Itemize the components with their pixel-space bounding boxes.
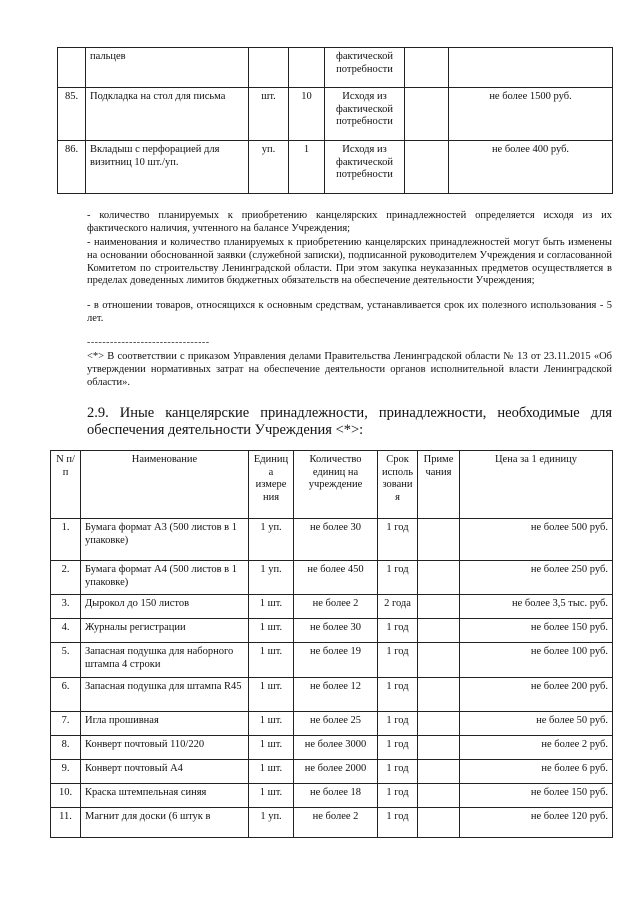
item-quantity: не более 2 bbox=[294, 808, 378, 838]
item-name: Конверт почтовый 110/220 bbox=[81, 736, 249, 760]
table-row bbox=[51, 678, 613, 712]
table-row bbox=[51, 561, 613, 595]
item-term: 1 год bbox=[378, 736, 418, 760]
header-price: Цена за 1 единицу bbox=[460, 451, 613, 519]
item-name: Запасная подушка для штампа R45 bbox=[81, 678, 249, 712]
item-price: не более 50 руб. bbox=[460, 712, 613, 736]
table-row bbox=[51, 736, 613, 760]
item-unit: 1 шт. bbox=[249, 643, 294, 678]
item-price: не более 200 руб. bbox=[460, 678, 613, 712]
item-unit: 1 шт. bbox=[249, 736, 294, 760]
item-extra bbox=[405, 141, 449, 194]
item-quantity: не более 12 bbox=[294, 678, 378, 712]
row-number: 86. bbox=[58, 141, 86, 194]
item-unit bbox=[249, 48, 289, 88]
table-row bbox=[58, 88, 613, 141]
item-unit: 1 уп. bbox=[249, 808, 294, 838]
item-name: Магнит для доски (6 штук в bbox=[81, 808, 249, 838]
item-quantity: не более 2 bbox=[294, 595, 378, 619]
header-number: N п/п bbox=[51, 451, 81, 519]
item-quantity: не более 19 bbox=[294, 643, 378, 678]
row-number bbox=[58, 48, 86, 88]
item-note bbox=[418, 561, 460, 595]
item-unit: 1 шт. bbox=[249, 619, 294, 643]
row-number: 11. bbox=[51, 808, 81, 838]
item-note bbox=[418, 678, 460, 712]
item-name: Запасная подушка для наборного штампа 4 строки bbox=[81, 643, 249, 678]
row-number: 8. bbox=[51, 736, 81, 760]
item-name: Журналы регистрации bbox=[81, 619, 249, 643]
header-unit: Единиц а измере ния bbox=[249, 451, 294, 519]
item-term: 2 года bbox=[378, 595, 418, 619]
table-row bbox=[51, 595, 613, 619]
table-row bbox=[51, 808, 613, 838]
item-name: Конверт почтовый А4 bbox=[81, 760, 249, 784]
item-price: не более 120 руб. bbox=[460, 808, 613, 838]
item-unit: 1 шт. bbox=[249, 784, 294, 808]
item-quantity: 10 bbox=[289, 88, 325, 141]
item-name: Игла прошивная bbox=[81, 712, 249, 736]
table-row bbox=[51, 519, 613, 561]
item-note bbox=[418, 784, 460, 808]
item-basis: Исходя из фактической потребности bbox=[325, 141, 405, 194]
item-name: Подкладка на стол для письма bbox=[86, 88, 249, 141]
item-term: 1 год bbox=[378, 619, 418, 643]
item-price: не более 3,5 тыс. руб. bbox=[460, 595, 613, 619]
item-name: пальцев bbox=[86, 48, 249, 88]
item-unit: 1 шт. bbox=[249, 712, 294, 736]
header-note: Приме чания bbox=[418, 451, 460, 519]
item-unit: 1 уп. bbox=[249, 519, 294, 561]
header-quantity: Количество единиц на учреждение bbox=[294, 451, 378, 519]
row-number: 6. bbox=[51, 678, 81, 712]
item-quantity: не более 25 bbox=[294, 712, 378, 736]
item-name: Дырокол до 150 листов bbox=[81, 595, 249, 619]
item-note bbox=[418, 712, 460, 736]
item-price: не более 150 руб. bbox=[460, 619, 613, 643]
item-price: не более 500 руб. bbox=[460, 519, 613, 561]
item-term: 1 год bbox=[378, 678, 418, 712]
item-price: не более 150 руб. bbox=[460, 784, 613, 808]
footnote: <*> В соответствии с приказом Управления делами Правительства Ленинградской области № 13 от 23.11.2015 «Об утверждении нормативных затрат на обеспечение деятельности органов исполнительной власти Ленинградской области». bbox=[87, 351, 612, 388]
item-unit: уп. bbox=[249, 141, 289, 194]
item-unit: 1 шт. bbox=[249, 595, 294, 619]
item-unit: шт. bbox=[249, 88, 289, 141]
note-paragraph: - наименования и количество планируемых к приобретению канцелярских принадлежностей могут быть изменены на основании обоснованной заявки (служебной записки), подписанной руководителем Учреждения и согласованной Комитетом по строительству Ленинградской области. При этом закупка неуказанных предметов осуществляется в пределах доведенных лимитов бюджетных обязательств на обеспечение деятельности Учреждения; bbox=[87, 237, 612, 287]
row-number: 85. bbox=[58, 88, 86, 141]
header-name: Наименование bbox=[81, 451, 249, 519]
table-row bbox=[51, 784, 613, 808]
item-term: 1 год bbox=[378, 808, 418, 838]
table-row bbox=[51, 643, 613, 678]
item-note bbox=[418, 643, 460, 678]
item-unit: 1 уп. bbox=[249, 561, 294, 595]
item-note bbox=[418, 760, 460, 784]
table-row bbox=[51, 760, 613, 784]
item-quantity: не более 3000 bbox=[294, 736, 378, 760]
item-name: Бумага формат А3 (500 листов в 1 упаковке) bbox=[81, 519, 249, 561]
row-number: 9. bbox=[51, 760, 81, 784]
item-price: не более 400 руб. bbox=[449, 141, 613, 194]
supplies-table-body bbox=[51, 519, 613, 838]
note-paragraph: - количество планируемых к приобретению канцелярских принадлежностей определяется исходя из их фактического наличия, учтенного на балансе Учреждения; bbox=[87, 210, 612, 234]
item-term: 1 год bbox=[378, 784, 418, 808]
table-row bbox=[51, 712, 613, 736]
table-row bbox=[58, 48, 613, 88]
table-row bbox=[51, 619, 613, 643]
item-term: 1 год bbox=[378, 760, 418, 784]
row-number: 1. bbox=[51, 519, 81, 561]
item-price: не более 6 руб. bbox=[460, 760, 613, 784]
supplies-table bbox=[50, 450, 613, 838]
row-number: 4. bbox=[51, 619, 81, 643]
continued-table-body bbox=[58, 48, 613, 194]
footnote-separator: -------------------------------- bbox=[87, 337, 210, 348]
item-quantity: не более 2000 bbox=[294, 760, 378, 784]
item-note bbox=[418, 595, 460, 619]
item-term: 1 год bbox=[378, 712, 418, 736]
item-basis: фактической потребности bbox=[325, 48, 405, 88]
item-note bbox=[418, 736, 460, 760]
item-unit: 1 шт. bbox=[249, 678, 294, 712]
note-paragraph: - в отношении товаров, относящихся к основным средствам, устанавливается срок их полезного использования - 5 лет. bbox=[87, 300, 612, 324]
item-note bbox=[418, 619, 460, 643]
item-price: не более 1500 руб. bbox=[449, 88, 613, 141]
row-number: 2. bbox=[51, 561, 81, 595]
item-price: не более 2 руб. bbox=[460, 736, 613, 760]
continued-table bbox=[57, 47, 613, 194]
item-quantity: не более 30 bbox=[294, 519, 378, 561]
item-term: 1 год bbox=[378, 643, 418, 678]
row-number: 5. bbox=[51, 643, 81, 678]
item-price bbox=[449, 48, 613, 88]
item-quantity: не более 450 bbox=[294, 561, 378, 595]
section-heading: 2.9. Иные канцелярские принадлежности, принадлежности, необходимые для обеспечения деятельности Учреждения <*>: bbox=[87, 405, 612, 438]
item-quantity: не более 18 bbox=[294, 784, 378, 808]
item-price: не более 250 руб. bbox=[460, 561, 613, 595]
header-term: Срок исполь зовани я bbox=[378, 451, 418, 519]
item-name: Бумага формат А4 (500 листов в 1 упаковке) bbox=[81, 561, 249, 595]
table-row bbox=[58, 141, 613, 194]
item-note bbox=[418, 808, 460, 838]
item-extra bbox=[405, 88, 449, 141]
item-basis: Исходя из фактической потребности bbox=[325, 88, 405, 141]
table-header-row bbox=[51, 451, 613, 519]
item-term: 1 год bbox=[378, 561, 418, 595]
item-extra bbox=[405, 48, 449, 88]
row-number: 10. bbox=[51, 784, 81, 808]
item-name: Краска штемпельная синяя bbox=[81, 784, 249, 808]
item-quantity: не более 30 bbox=[294, 619, 378, 643]
item-unit: 1 шт. bbox=[249, 760, 294, 784]
row-number: 7. bbox=[51, 712, 81, 736]
item-quantity bbox=[289, 48, 325, 88]
item-term: 1 год bbox=[378, 519, 418, 561]
item-price: не более 100 руб. bbox=[460, 643, 613, 678]
item-note bbox=[418, 519, 460, 561]
item-quantity: 1 bbox=[289, 141, 325, 194]
item-name: Вкладыш с перфорацией для визитниц 10 шт./уп. bbox=[86, 141, 249, 194]
row-number: 3. bbox=[51, 595, 81, 619]
